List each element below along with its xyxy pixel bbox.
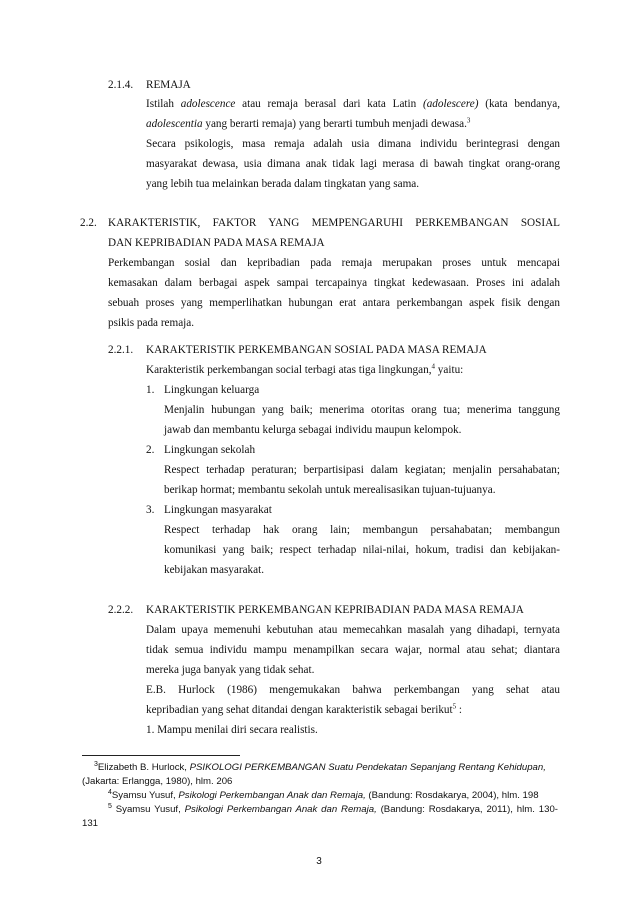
section-number-214: 2.1.4. (108, 79, 134, 91)
list-item-number: 2. (146, 444, 155, 456)
remaja-paragraph-line: Secara psikologis, masa remaja adalah usia dimana individu berintegrasi dengan (146, 138, 560, 150)
list-item-text: Respect terhadap hak orang lain; membangun persahabatan; membangun (164, 524, 560, 536)
section-heading-221: KARAKTERISTIK PERKEMBANGAN SOSIAL PADA MASA REMAJA (146, 344, 487, 356)
list-item-title: Lingkungan sekolah (164, 444, 256, 456)
list-item-number: 3. (146, 504, 155, 516)
footnote-separator (82, 755, 240, 756)
s222-list-item: 1. Mampu menilai diri secara realistis. (146, 724, 318, 736)
s221-intro: Karakteristik perkembangan social terbagi atas tiga lingkungan,$^4$ yaitu: (146, 362, 464, 376)
footnote-ref-4: 4 (431, 362, 435, 371)
section22-paragraph-line: sebuah proses yang memperlihatkan hubungan erat antara perkembangan aspek fisik dengan (108, 297, 560, 309)
list-item-number: 1. (146, 384, 155, 396)
footnote-3-cont: (Jakarta: Erlangga, 1980), hlm. 206 (82, 776, 233, 787)
s222-paragraph-line: tidak semua individu mampu menampilkan secara wajar, normal atau sehat; diantara (146, 644, 560, 656)
s222-paragraph-line: mereka juga banyak yang tidak sehat. (146, 664, 315, 676)
s222-paragraph-line: Dalam upaya memenuhi kebutuhan atau memecahkan masalah yang dihadapi, ternyata (146, 624, 560, 636)
section-heading-222: KARAKTERISTIK PERKEMBANGAN KEPRIBADIAN PADA MASA REMAJA (146, 604, 524, 616)
section-heading-22: KARAKTERISTIK, FAKTOR YANG MEMPENGARUHI PERKEMBANGAN SOSIAL (108, 217, 560, 229)
list-item-text: kebijakan masyarakat. (164, 564, 265, 576)
list-item-title: Lingkungan keluarga (164, 384, 260, 396)
list-item-text: jawab dan membantu kelurga sebagai individu maupun kelompok. (164, 424, 462, 436)
remaja-paragraph-line: masyarakat dewasa, usia dimana anak tidak lagi merasa di bawah tingkat orang-orang (146, 158, 560, 170)
footnote-ref-3: 3 (466, 116, 471, 125)
section22-paragraph-line: psikis pada remaja. (108, 317, 195, 329)
section-number-221: 2.2.1. (108, 344, 134, 356)
footnote-5-cont: 131 (82, 818, 99, 829)
section22-paragraph-line: Perkembangan sosial dan kepribadian pada remaja merupakan proses untuk mencapai (108, 257, 560, 269)
footnote-5: $^5$ Syamsu Yusuf, Psikologi Perkembangan Anak dan Remaja, (Bandung: Rosdakarya, 2011), hlm. 130- (108, 802, 558, 815)
remaja-paragraph-line: Istilah adolescence atau remaja berasal dari kata Latin (adolescere) (kata bendanya, (146, 98, 560, 110)
section-number-22: 2.2. (80, 217, 97, 229)
footnote-3: $^3$Elizabeth B. Hurlock, PSIKOLOGI PERKEMBANGAN Suatu Pendekatan Sepanjang Rentang Kehidupan, (94, 760, 546, 773)
s222-paragraph-line: kepribadian yang sehat ditandai dengan karakteristik sebagai berikut$^5$ : (146, 702, 463, 716)
section22-paragraph-line: kemasakan dalam berbagai aspek sampai tercapainya tingkat kedewasaan. Proses ini adalah (108, 277, 560, 289)
list-item-text: Menjalin hubungan yang baik; menerima otoritas orang tua; menerima tanggung (164, 404, 560, 416)
section-heading-22-cont: DAN KEPRIBADIAN PADA MASA REMAJA (108, 237, 325, 249)
section-heading-remaja: REMAJA (146, 79, 191, 91)
footnote-4: $^4$Syamsu Yusuf, Psikologi Perkembangan Anak dan Remaja, (Bandung: Rosdakarya, 2004), hlm. 198 (108, 788, 539, 801)
list-item-text: komunikasi yang baik; respect terhadap nilai-nilai, hokum, tradisi dan kebijakan- (164, 544, 560, 556)
section-number-222: 2.2.2. (108, 604, 134, 616)
list-item-title: Lingkungan masyarakat (164, 504, 272, 516)
list-item-text: berikap hormat; membantu sekolah untuk merealisasikan tujuan-tujuanya. (164, 484, 496, 496)
remaja-paragraph-line: adolescentia yang berarti remaja) yang berarti tumbuh menjadi dewasa.$^3$ (146, 116, 471, 130)
s222-paragraph-line: E.B. Hurlock (1986) mengemukakan bahwa perkembangan yang sehat atau (146, 684, 560, 696)
page-number: 3 (316, 856, 322, 867)
list-item-text: Respect terhadap peraturan; berpartisipasi dalam kegiatan; menjalin persahabatan; (164, 464, 560, 476)
footnote-ref-5: 5 (452, 702, 457, 711)
remaja-paragraph-line: yang lebih tua melainkan berada dalam tingkatan yang sama. (146, 178, 420, 190)
